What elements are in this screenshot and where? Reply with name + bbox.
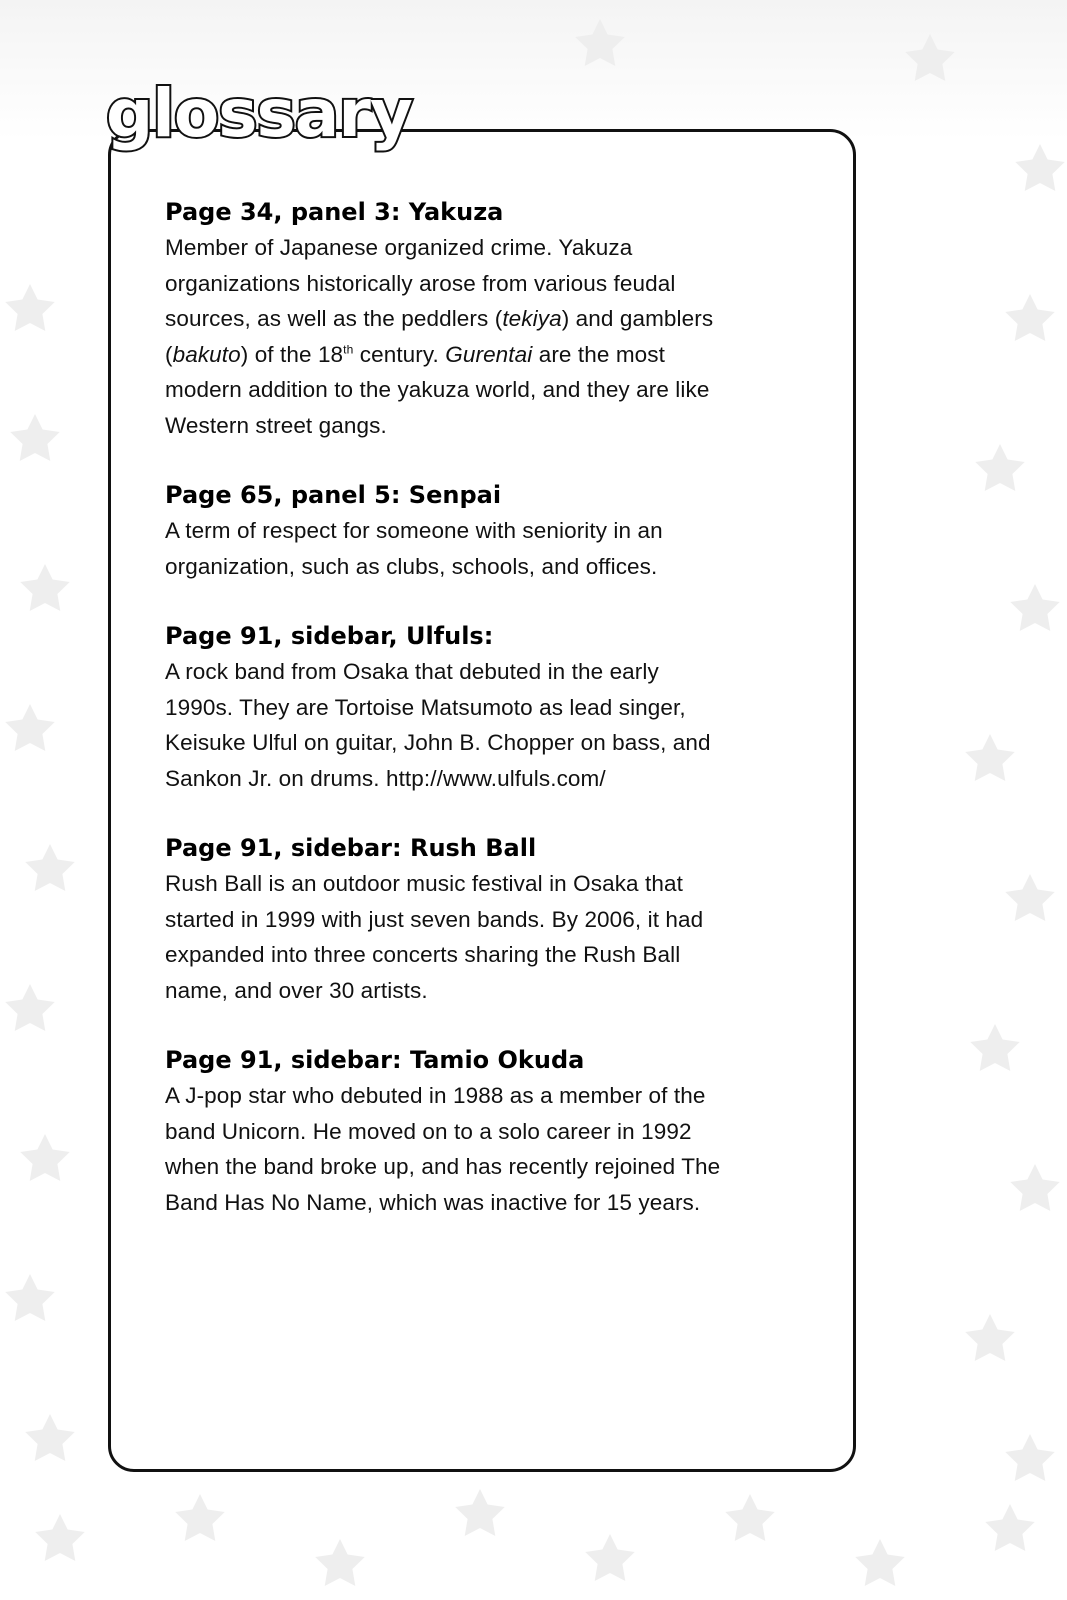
entry-heading: Page 34, panel 3: Yakuza — [165, 198, 504, 226]
glossary-list — [165, 195, 725, 1255]
entry-body: A term of respect for someone with seniority in an organization, such as clubs, schools, and offices. — [165, 518, 663, 579]
entry-heading: Page 91, sidebar: Rush Ball — [165, 834, 537, 862]
entry-body: Member of Japanese organized crime. Yakuza organizations historically arose from various feudal sources, as well as the peddlers (tekiya) and gamblers (bakuto) of the 18th century. Gurentai are the most modern addition to the yakuza world, and they are like Western street gangs. — [165, 235, 714, 438]
glossary-entry — [165, 478, 725, 584]
page-title-text: glossary — [106, 78, 412, 152]
entry-body: A rock band from Osaka that debuted in the early 1990s. They are Tortoise Matsumoto as lead singer, Keisuke Ulful on guitar, John B. Chopper on bass, and Sankon Jr. on drums. http://www.ulfuls.com/ — [165, 659, 711, 791]
page-title — [100, 78, 460, 158]
glossary-entry — [165, 1043, 725, 1220]
entry-heading: Page 91, sidebar: Tamio Okuda — [165, 1046, 585, 1074]
glossary-entry — [165, 619, 725, 796]
entry-heading: Page 65, panel 5: Senpai — [165, 481, 502, 509]
entry-heading: Page 91, sidebar, Ulfuls: — [165, 622, 494, 650]
entry-body: Rush Ball is an outdoor music festival in Osaka that started in 1999 with just seven bands. By 2006, it had expanded into three concerts sharing the Rush Ball name, and over 30 artists. — [165, 871, 704, 1003]
glossary-entry — [165, 831, 725, 1008]
entry-body: A J-pop star who debuted in 1988 as a member of the band Unicorn. He moved on to a solo career in 1992 when the band broke up, and has recently rejoined The Band Has No Name, which was inactive for 15 years. — [165, 1083, 721, 1215]
glossary-entry — [165, 195, 725, 443]
